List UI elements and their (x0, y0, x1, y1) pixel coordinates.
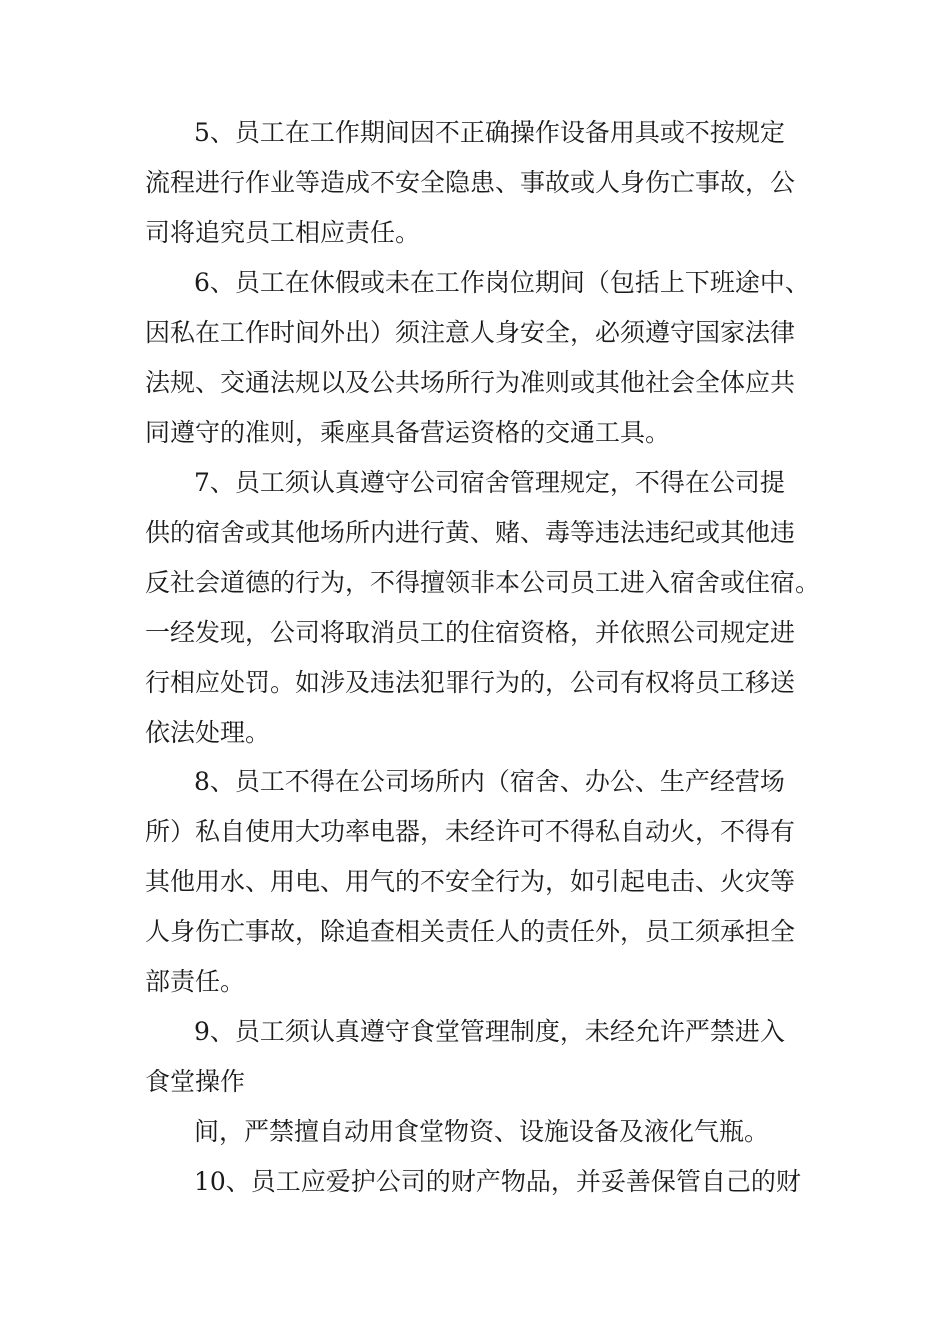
text-line: 反社会道德的行为，不得擅领非本公司员工进入宿舍或住宿。 (145, 568, 821, 597)
text-line: 司将追究员工相应责任。 (145, 218, 421, 247)
text-line: 10、员工应爱护公司的财产物品，并妥善保管自己的财 (194, 1167, 801, 1196)
text-line: 间，严禁擅自动用食堂物资、设施设备及液化气瓶。 (194, 1117, 770, 1146)
text-line: 5、员工在工作期间因不正确操作设备用具或不按规定 (194, 118, 785, 147)
text-line: 8、员工不得在公司场所内（宿舍、办公、生产经营场 (194, 767, 785, 796)
text-line: 其他用水、用电、用气的不安全行为，如引起电击、火灾等 (145, 867, 796, 896)
text-line: 因私在工作时间外出）须注意人身安全，必须遵守国家法律 (145, 318, 796, 347)
text-line: 同遵守的准则，乘座具备营运资格的交通工具。 (145, 418, 671, 447)
text-line: 流程进行作业等造成不安全隐患、事故或人身伤亡事故，公 (145, 168, 796, 197)
text-line: 6、员工在休假或未在工作岗位期间（包括上下班途中、 (194, 268, 810, 297)
text-line: 人身伤亡事故，除追查相关责任人的责任外，员工须承担全 (145, 917, 796, 946)
text-line: 所）私自使用大功率电器，未经许可不得私自动火，不得有 (145, 817, 796, 846)
text-line: 7、员工须认真遵守公司宿舍管理规定，不得在公司提 (194, 468, 785, 497)
text-line: 供的宿舍或其他场所内进行黄、赌、毒等违法违纪或其他违 (145, 518, 796, 547)
text-line: 法规、交通法规以及公共场所行为准则或其他社会全体应共 (145, 368, 796, 397)
text-line: 行相应处罚。如涉及违法犯罪行为的，公司有权将员工移送 (145, 668, 796, 697)
text-line: 9、员工须认真遵守食堂管理制度，未经允许严禁进入 (194, 1017, 785, 1046)
text-line: 食堂操作 (145, 1067, 246, 1096)
text-line: 部责任。 (145, 967, 246, 996)
text-line: 依法处理。 (145, 718, 271, 747)
text-line: 一经发现，公司将取消员工的住宿资格，并依照公司规定进 (145, 618, 796, 647)
